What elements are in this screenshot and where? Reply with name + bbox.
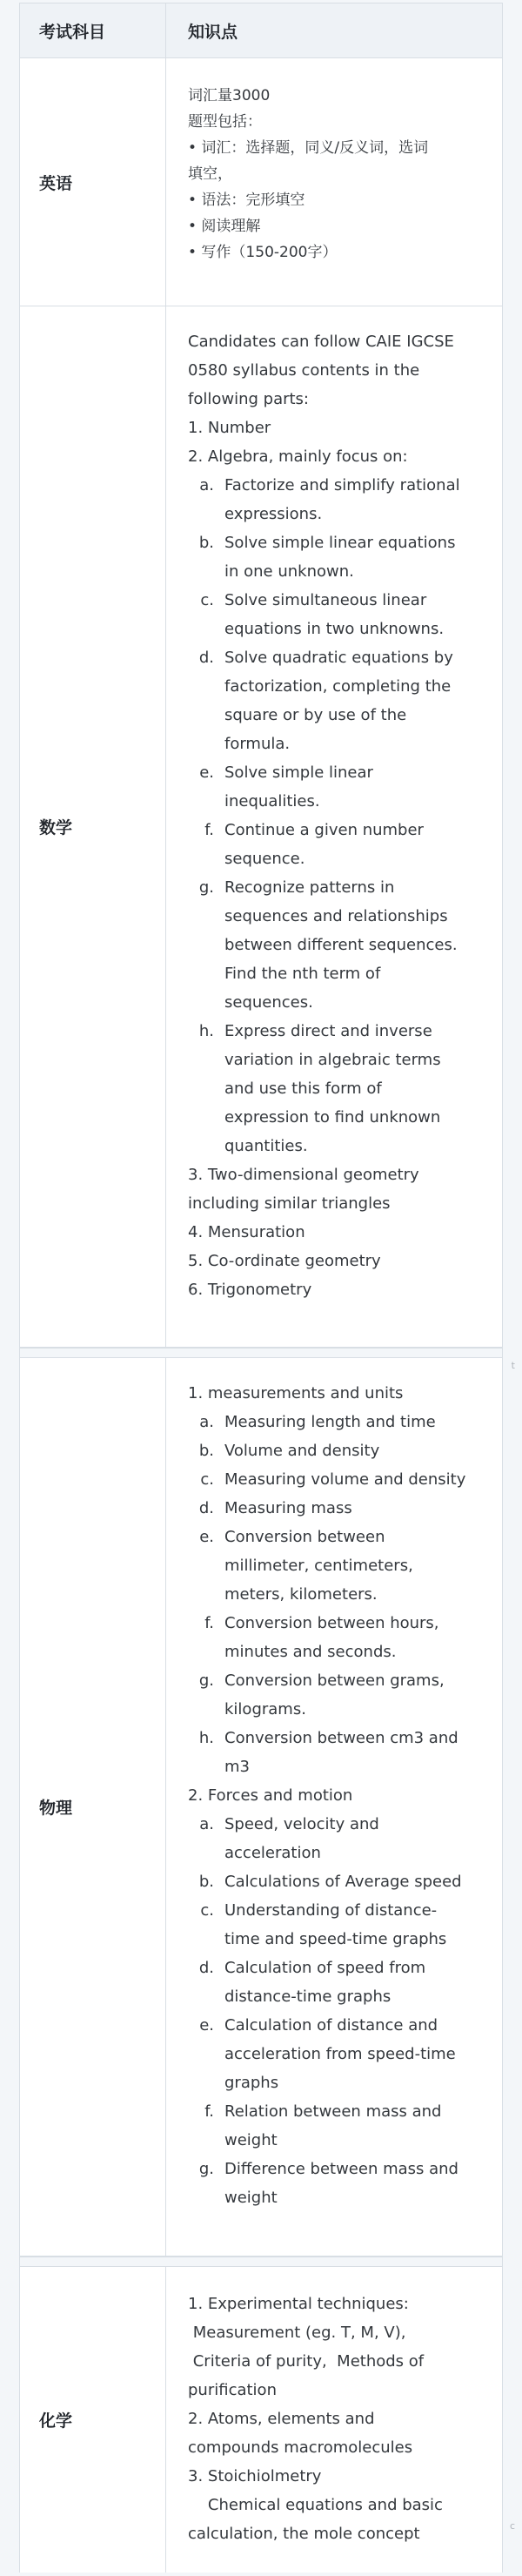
content-math: [167, 306, 502, 1347]
list-item: [188, 1408, 483, 1436]
list-item-text: expression to find unknown: [224, 1108, 441, 1127]
list-marker: d.: [198, 649, 214, 667]
list-item: 0580 syllabus contents in the: [188, 361, 420, 380]
list-item-text: between different sequences.: [224, 936, 458, 954]
list-item: 1. Number: [188, 419, 271, 437]
list-marker: b.: [198, 1873, 214, 1891]
list-item-text: sequence.: [224, 850, 305, 868]
list-item-text: Calculations of Average speed: [224, 1873, 462, 1891]
list-item: 题型包括：: [188, 113, 262, 131]
list-item-text: m3: [224, 1758, 250, 1776]
list-item-text: Conversion between cm3 and: [224, 1729, 458, 1747]
list-item-text: Measuring volume and density: [224, 1470, 466, 1489]
physics-forces-list: [188, 1810, 483, 2212]
list-item-text: square or by use of the: [224, 706, 407, 724]
list-marker: d.: [198, 1499, 214, 1517]
list-item: [188, 471, 483, 528]
list-item: including similar triangles: [188, 1194, 391, 1213]
list-item: 词汇量3000: [188, 87, 271, 104]
content-english: [167, 58, 502, 306]
row-separator: [20, 2257, 502, 2267]
list-item: 2. Atoms, elements and: [188, 2410, 375, 2428]
list-item-text: Calculation of distance and: [224, 2016, 438, 2035]
physics-heading-2: 2. Forces and motion: [188, 1786, 353, 1805]
header-content-cell: 知识点: [188, 22, 238, 42]
list-marker: f.: [204, 821, 214, 839]
list-item: [188, 1465, 483, 1494]
list-item: 5. Co-ordinate geometry: [188, 1252, 381, 1270]
list-item-text: distance-time graphs: [224, 1987, 392, 2006]
list-item: [188, 528, 483, 586]
list-item: [188, 1609, 483, 1666]
list-item: • 语法：完形填空: [188, 192, 305, 209]
list-item: Criteria of purity, Methods of: [188, 2352, 425, 2371]
list-marker: a.: [199, 1413, 214, 1431]
list-item: Chemical equations and basic: [188, 2496, 443, 2514]
list-item-text: kilograms.: [224, 1700, 306, 1718]
list-item: [188, 1436, 483, 1465]
list-item: [188, 1896, 483, 1954]
list-item: [188, 1724, 483, 1781]
list-item: 2. Algebra, mainly focus on:: [188, 447, 408, 466]
list-item: [188, 2011, 483, 2097]
list-item: 3. Two-dimensional geometry: [188, 1166, 419, 1184]
math-intro: [188, 327, 483, 471]
edge-mark: с: [509, 2520, 515, 2532]
list-item-text: Difference between mass and: [224, 2160, 458, 2178]
list-marker: c.: [200, 591, 214, 609]
list-item-text: Calculation of speed from: [224, 1959, 426, 1977]
list-item-text: Understanding of distance-: [224, 1901, 438, 1920]
list-item: [188, 1810, 483, 1867]
subject-physics: 物理: [20, 1358, 166, 2256]
list-item-text: sequences and relationships: [224, 907, 448, 925]
list-marker: e.: [199, 1528, 214, 1546]
list-item: • 写作（150-200字）: [188, 244, 338, 261]
list-item-text: weight: [224, 2189, 278, 2207]
list-item: [188, 758, 483, 816]
list-item-text: sequences.: [224, 993, 313, 1012]
table-row-math: [20, 306, 502, 1348]
table-row-english: [20, 58, 502, 306]
list-item-text: Find the nth term of: [224, 965, 381, 983]
list-item: 3. Stoichiolmetry: [188, 2467, 322, 2485]
list-marker: e.: [199, 763, 214, 782]
list-item: [188, 1017, 483, 1160]
list-item: [188, 2097, 483, 2155]
physics-heading-1: 1. measurements and units: [188, 1384, 404, 1402]
table-row-physics: [20, 1358, 502, 2257]
list-item: purification: [188, 2381, 277, 2399]
list-item-text: Relation between mass and: [224, 2102, 442, 2121]
math-algebra-list: [188, 471, 483, 1160]
list-item-text: quantities.: [224, 1137, 308, 1155]
list-item: [188, 1666, 483, 1724]
list-item-text: Solve simultaneous linear: [224, 591, 427, 609]
subject-chemistry: 化学: [20, 2267, 166, 2573]
physics-units-list: [188, 1408, 483, 1781]
list-item-text: Speed, velocity and: [224, 1815, 379, 1833]
header-subject-cell: 考试科目: [20, 3, 166, 57]
list-marker: g.: [198, 878, 214, 897]
list-marker: g.: [198, 1671, 214, 1690]
list-item-text: Measuring mass: [224, 1499, 352, 1517]
list-item-text: graphs: [224, 2074, 279, 2092]
list-item-text: factorization, completing the: [224, 677, 452, 696]
list-item: 填空，: [188, 165, 232, 183]
list-item-text: weight: [224, 2131, 278, 2149]
table-row-chemistry: [20, 2267, 502, 2573]
list-item: [188, 1867, 483, 1896]
list-marker: b.: [198, 1442, 214, 1460]
list-marker: e.: [199, 2016, 214, 2035]
table-header-row: [20, 3, 502, 58]
list-marker: h.: [198, 1022, 214, 1040]
subject-math: 数学: [20, 306, 166, 1347]
list-marker: b.: [198, 534, 214, 552]
list-item: [188, 873, 483, 1017]
list-item-text: acceleration: [224, 1844, 321, 1862]
list-item-text: Solve simple linear equations: [224, 534, 456, 552]
list-item: [188, 1494, 483, 1523]
list-item: • 阅读理解: [188, 218, 261, 235]
row-separator: [20, 1348, 502, 1358]
list-marker: d.: [198, 1959, 214, 1977]
list-item: [188, 1954, 483, 2011]
list-item-text: meters, kilometers.: [224, 1585, 378, 1604]
list-item-text: Volume and density: [224, 1442, 380, 1460]
list-item-text: inequalities.: [224, 792, 320, 810]
math-outro: [188, 1160, 483, 1304]
list-item-text: time and speed-time graphs: [224, 1930, 447, 1948]
subject-english: 英语: [20, 58, 166, 306]
list-item: 6. Trigonometry: [188, 1281, 312, 1299]
list-item: 1. Experimental techniques:: [188, 2295, 409, 2313]
list-item-text: acceleration from speed-time: [224, 2045, 456, 2063]
list-item-text: millimeter, centimeters,: [224, 1557, 413, 1575]
list-item: • 词汇：选择题，同义/反义词，选词: [188, 139, 429, 157]
list-item: following parts:: [188, 390, 309, 408]
list-item-text: Recognize patterns in: [224, 878, 395, 897]
list-marker: f.: [204, 2102, 214, 2121]
list-item-text: minutes and seconds.: [224, 1643, 397, 1661]
list-item-text: equations in two unknowns.: [224, 620, 445, 638]
list-item-text: Solve simple linear: [224, 763, 373, 782]
list-marker: h.: [198, 1729, 214, 1747]
list-marker: a.: [199, 476, 214, 494]
list-item-text: Measuring length and time: [224, 1413, 436, 1431]
list-item: [188, 816, 483, 873]
list-item: [188, 1523, 483, 1609]
list-item-text: Continue a given number: [224, 821, 424, 839]
list-item-text: Factorize and simplify rational: [224, 476, 460, 494]
list-item: compounds macromolecules: [188, 2438, 413, 2457]
list-item-text: variation in algebraic terms: [224, 1051, 441, 1069]
list-marker: f.: [204, 1614, 214, 1632]
list-marker: c.: [200, 1470, 214, 1489]
list-item: [188, 586, 483, 643]
content-chemistry: [167, 2267, 502, 2573]
list-item: [188, 643, 483, 758]
list-item-text: Express direct and inverse: [224, 1022, 432, 1040]
list-item: Candidates can follow CAIE IGCSE: [188, 333, 454, 351]
list-item-text: Solve quadratic equations by: [224, 649, 453, 667]
list-marker: c.: [200, 1901, 214, 1920]
list-item-text: Conversion between: [224, 1528, 385, 1546]
list-item-text: in one unknown.: [224, 562, 354, 581]
list-item: 4. Mensuration: [188, 1223, 305, 1241]
edge-mark: t: [511, 1360, 515, 1371]
syllabus-table: [19, 3, 503, 2573]
list-marker: a.: [199, 1815, 214, 1833]
list-marker: g.: [198, 2160, 214, 2178]
list-item-text: Conversion between hours,: [224, 1614, 439, 1632]
content-physics: [167, 1358, 502, 2256]
list-item-text: expressions.: [224, 505, 323, 523]
list-item-text: formula.: [224, 735, 291, 753]
list-item-text: and use this form of: [224, 1079, 382, 1098]
list-item: Measurement (eg. T, M, V),: [188, 2324, 406, 2342]
list-item: [188, 2155, 483, 2212]
list-item-text: Conversion between grams,: [224, 1671, 445, 1690]
list-item: calculation, the mole concept: [188, 2525, 420, 2543]
